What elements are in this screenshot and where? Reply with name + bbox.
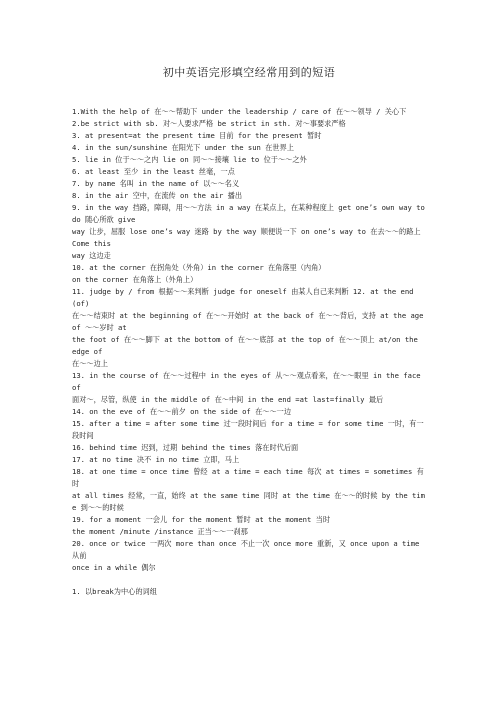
text-line: 14. on the eve of 在～～前夕 on the side of 在～～一边 [72, 407, 292, 416]
text-line: 面对～，尽管，纵使 in the middle of 在～中间 in the end =at last=finally 最后 [72, 395, 384, 404]
text-line: 6. at least 至少 in the least 丝毫，一点 [72, 167, 235, 176]
text-line: 在～～边上 [72, 359, 108, 368]
text-line: 17. at no time 决不 in no time 立即，马上 [72, 455, 240, 464]
text-line: the foot of 在～～脚下 at the bottom of 在～～底部 at the top of 在～～顶上 at/on the edge of [72, 335, 418, 356]
text-line: 18. at one time = once time 曾经 at a time = each time 每次 at times = sometimes 有时 [72, 467, 424, 488]
text-line: 20. once or twice 一两次 more than once 不止一次 once more 重新，又 once upon a time 从前 [72, 539, 420, 560]
text-line: 13. in the course of 在～～过程中 in the eyes of 从～～观点看来，在～～眼里 in the face of [72, 371, 421, 392]
text-line: on the corner 在角落上（外角上） [72, 275, 198, 284]
section-heading: 1. 以break为中心的词组 [72, 587, 157, 596]
text-line: at all times 经常，一直，始终 at the same time 同时 at the time 在～～的时候 by the time 到～～的时候 [72, 491, 425, 512]
text-line: way 让步，屈服 lose one’s way 迷路 by the way 顺便说一下 on one’s way to 在去～～的路上 Come this [72, 227, 421, 248]
text-line: 15. after a time = after some time 过一段时间后 for a time = for some time 一时，有一段时间 [72, 419, 424, 440]
text-line: 8. in the air 空中，在流传 on the air 播出 [72, 191, 243, 200]
text-line: 19. for a moment 一会儿 for the moment 暂时 at the moment 当时 [72, 515, 331, 524]
text-line: 5. lie in 位于～～之内 lie on 同～～接壤 lie to 位于～～之外 [72, 155, 307, 164]
text-line: 9. in the way 挡路，障碍，用～～方法 in a way 在某点上，在某种程度上 get one’s own way to do 随心所欲 give [72, 203, 425, 224]
text-line: 7. by name 名叫 in the name of 以～～名义 [72, 179, 240, 188]
text-line: 4. in the sun/sunshine 在阳光下 under the sun 在世界上 [72, 143, 294, 152]
text-line: 在～～结束时 at the beginning of 在～～开始时 at the back of 在～～背后，支持 at the age of ～～岁时 at [72, 311, 424, 332]
text-line: once in a while 偶尔 [72, 563, 156, 572]
text-line: 3. at present=at the present time 目前 for the present 暂时 [72, 131, 322, 140]
text-line: 16. behind time 迟到，过期 behind the times 落在时代后面 [72, 443, 299, 452]
text-line: 10. at the corner 在拐角处（外角）in the corner 在角落里（内角） [72, 263, 326, 272]
document-title: 初中英语完形填空经常用到的短语 [162, 66, 336, 79]
text-line: 2.be strict with sb. 对～人要求严格 be strict in sth. 对～事要求严格 [72, 119, 346, 128]
phrase-list [72, 106, 426, 598]
text-line: 1.With the help of 在～～帮助下 under the leadership / care of 在～～领导 / 关心下 [72, 107, 407, 116]
text-line: 11. judge by / from 根据～～来判断 judge for oneself 由某人自己来判断 12. at the end (of) [72, 287, 414, 308]
text-line: the moment /minute /instance 正当～～一刹那 [72, 527, 248, 536]
text-line: way 这边走 [72, 251, 111, 260]
